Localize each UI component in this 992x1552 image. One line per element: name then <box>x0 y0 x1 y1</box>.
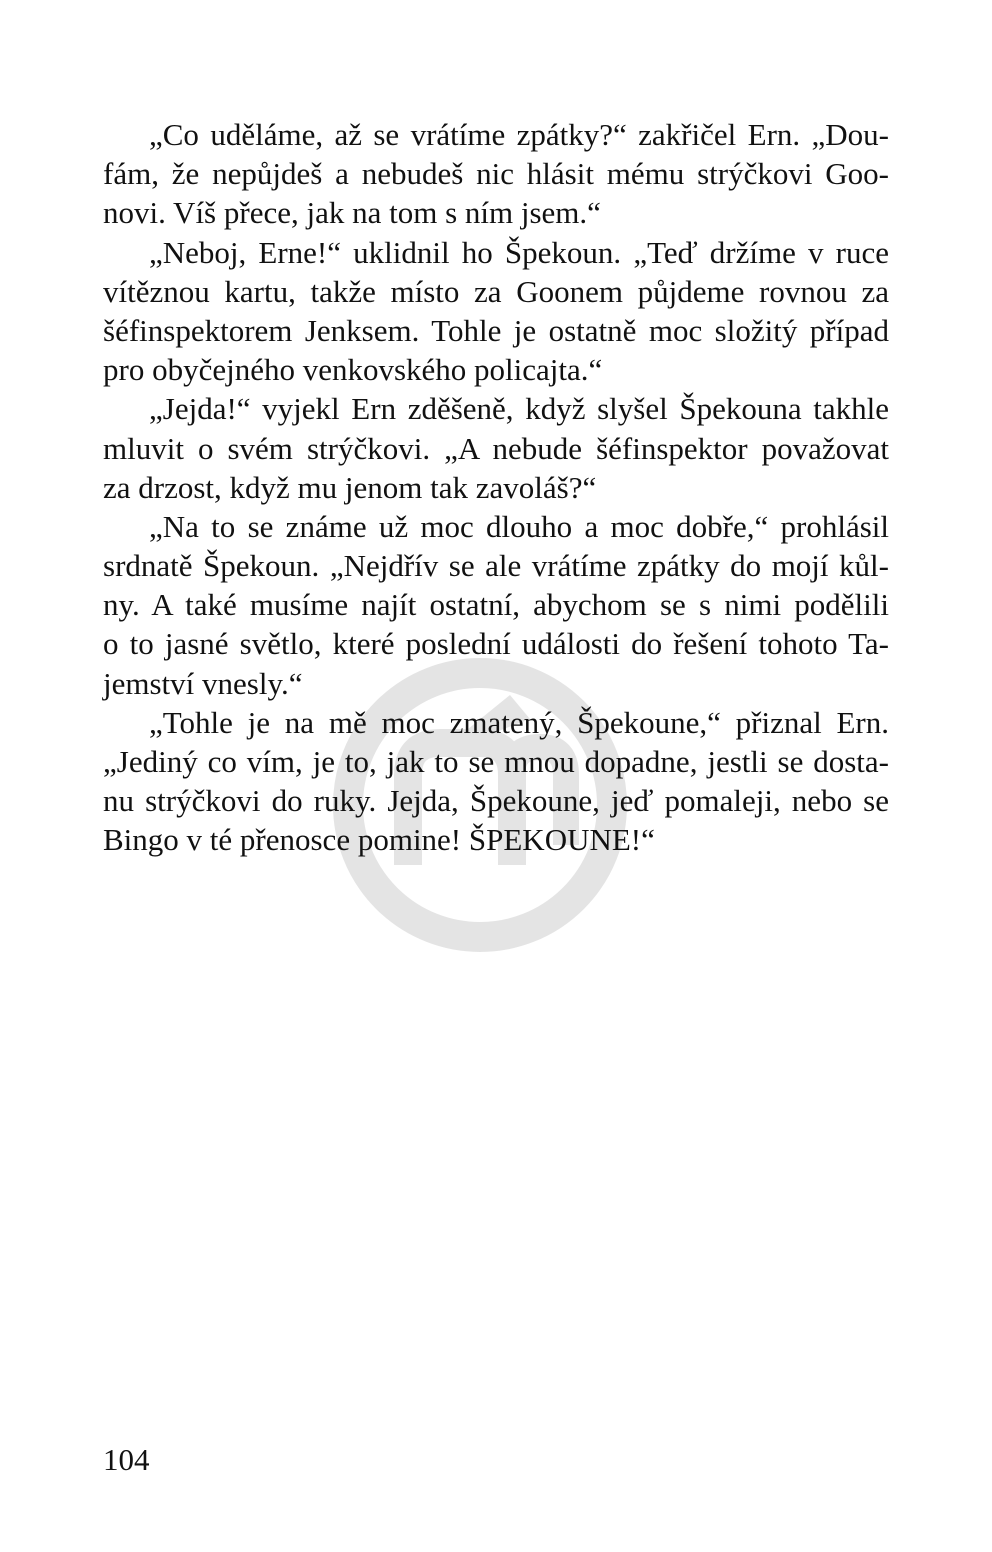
text-line: „Na to se známe už moc dlouho a moc dobře,“ prohlásil <box>149 508 889 544</box>
text-line: „Co uděláme, až se vrátíme zpátky?“ zakřičel Ern. „Dou- <box>149 117 889 152</box>
text-line: Bingo v té přenosce pomine! ŠPEKOUNE!“ <box>103 822 655 858</box>
text-line: „Jejda!“ vyjekl Ern zděšeně, když slyšel Špekouna takhle <box>149 391 889 427</box>
text-line: mluvit o svém strýčkovi. „A nebude šéfinspektor považovat <box>103 430 889 466</box>
text-line: vítěznou kartu, takže místo za Goonem půjdeme rovnou za <box>103 273 889 309</box>
page-number: 104 <box>103 1442 150 1477</box>
text-line: pro obyčejného venkovského policajta.“ <box>103 352 603 388</box>
text-line: „Neboj, Erne!“ uklidnil ho Špekoun. „Teď držíme v ruce <box>149 234 889 270</box>
text-line: „Tohle je na mě moc zmatený, Špekoune,“ přiznal Ern. <box>149 704 889 740</box>
text-line: jemství vnesly.“ <box>103 665 303 701</box>
text-line: nu strýčkovi do ruky. Jejda, Špekoune, jeď pomaleji, nebo se <box>103 783 889 819</box>
text-line: fám, že nepůjdeš a nebudeš nic hlásit mému strýčkovi Goo- <box>103 156 889 192</box>
text-line: za drzost, když mu jenom tak zavoláš?“ <box>103 469 597 505</box>
text-line: o to jasné světlo, které poslední události do řešení tohoto Ta- <box>103 626 889 662</box>
text-line: ny. A také musíme najít ostatní, abychom se s nimi podělili <box>103 587 889 623</box>
text-line: „Jediný co vím, je to, jak to se mnou dopadne, jestli se dosta- <box>103 744 889 779</box>
text-line: novi. Víš přece, jak na tom s ním jsem.“ <box>103 195 601 231</box>
text-line: srdnatě Špekoun. „Nejdřív se ale vrátíme zpátky do mojí kůl- <box>103 548 889 584</box>
body-text <box>103 115 889 860</box>
text-line: šéfinspektorem Jenksem. Tohle je ostatně moc složitý případ <box>103 312 889 348</box>
